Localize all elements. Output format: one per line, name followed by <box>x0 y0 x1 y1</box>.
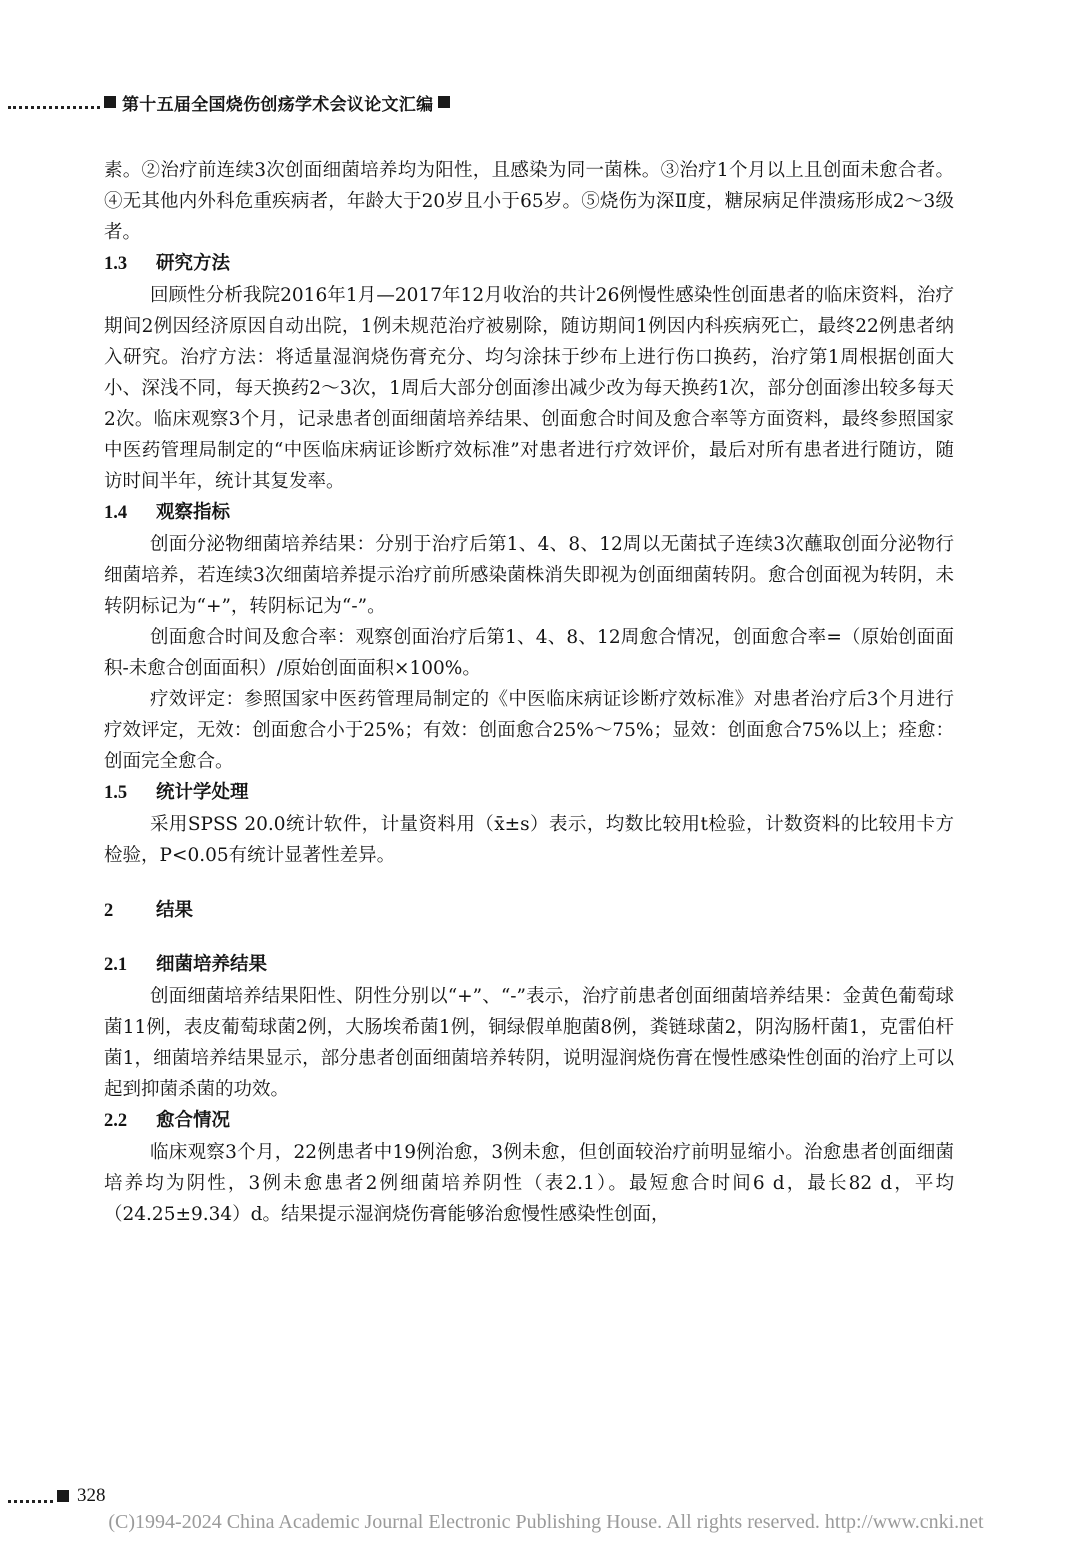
section-heading-2-2 <box>104 1105 954 1137</box>
copyright-notice: (C)1994-2024 China Academic Journal Electronic Publishing House. All rights reserved. http://www.cnki.net <box>108 1511 984 1533</box>
section-title: 细菌培养结果 <box>156 954 268 975</box>
leader-dots <box>8 1497 53 1503</box>
paragraph-bacteria-results: 创面细菌培养结果阳性、阴性分别以“+”、“-”表示，治疗前患者创面细菌培养结果：金黄色葡萄球菌11例，表皮葡萄球菌2例，大肠埃希菌1例，铜绿假单胞菌8例，粪链球菌2，阴沟肠杆菌1，克雷伯杆菌1，细菌培养结果显示，部分患者创面细菌培养转阴，说明湿润烧伤膏在慢性感染性创面的治疗上可以起到抑菌杀菌的功效。 <box>104 986 954 1100</box>
section-number: 1.4 <box>104 503 128 523</box>
paragraph-observation-efficacy: 疗效评定：参照国家中医药管理局制定的《中医临床病证诊断疗效标准》对患者治疗后3个月进行疗效评定，无效：创面愈合小于25%；有效：创面愈合25%～75%；显效：创面愈合75%以上；痊愈：创面完全愈合。 <box>104 689 954 772</box>
body-text <box>104 155 954 1230</box>
section-title: 愈合情况 <box>156 1110 231 1131</box>
section-number: 2 <box>104 901 114 921</box>
page-folio <box>8 1484 106 1508</box>
section-heading-1-5 <box>104 777 954 809</box>
section-number: 1.5 <box>104 783 128 803</box>
paragraph-observation-bacteria: 创面分泌物细菌培养结果：分别于治疗后第1、4、8、12周以无菌拭子连续3次蘸取创面分泌物行细菌培养，若连续3次细菌培养提示治疗前所感染菌株消失即视为创面细菌转阴。愈合创面视为转阴，未转阴标记为“+”，转阴标记为“-”。 <box>104 534 954 617</box>
section-title: 观察指标 <box>156 502 231 523</box>
section-heading-2 <box>104 895 954 927</box>
section-number: 2.2 <box>104 1111 128 1131</box>
page-number: 328 <box>77 1485 106 1506</box>
square-bullet-icon <box>57 1490 69 1502</box>
paragraph-healing-results: 临床观察3个月，22例患者中19例治愈，3例未愈，但创面较治疗前明显缩小。治愈患者创面细菌培养均为阴性，3例未愈患者2例细菌培养阴性（表2.1）。最短愈合时间6 d，最长82 d，平均（24.25±9.34）d。结果提示湿润烧伤膏能够治愈慢性感染性创面， <box>104 1142 954 1225</box>
section-title: 研究方法 <box>156 253 231 274</box>
leader-dots <box>8 103 100 109</box>
paragraph-inclusion-criteria: 素。②治疗前连续3次创面细菌培养均为阳性，且感染为同一菌株。③治疗1个月以上且创面未愈合者。④无其他内外科危重疾病者，年龄大于20岁且小于65岁。⑤烧伤为深Ⅱ度，糖尿病足伴溃疡形成2～3级者。 <box>104 160 954 243</box>
square-bullet-icon <box>438 96 450 108</box>
paragraph-methods: 回顾性分析我院2016年1月—2017年12月收治的共计26例慢性感染性创面患者的临床资料，治疗期间2例因经济原因自动出院，1例未规范治疗被剔除，随访期间1例因内科疾病死亡，最终22例患者纳入研究。治疗方法：将适量湿润烧伤膏充分、均匀涂抹于纱布上进行伤口换药，治疗第1周根据创面大小、深浅不同，每天换药2～3次，1周后大部分创面渗出减少改为每天换药1次，部分创面渗出较多每天2次。临床观察3个月，记录患者创面细菌培养结果、创面愈合时间及愈合率等方面资料，最终参照国家中医药管理局制定的“中医临床病证诊断疗效标准”对患者进行疗效评价，最后对所有患者进行随访，随访时间半年，统计其复发率。 <box>104 285 954 492</box>
section-number: 1.3 <box>104 254 128 274</box>
paragraph-statistics: 采用SPSS 20.0统计软件，计量资料用（x̄±s）表示，均数比较用t检验，计数资料的比较用卡方检验，P<0.05有统计显著性差异。 <box>104 814 954 866</box>
section-heading-1-4 <box>104 497 954 529</box>
section-title: 结果 <box>156 900 194 921</box>
running-head-title: 第十五届全国烧伤创疡学术会议论文汇编 <box>122 94 434 115</box>
paragraph-observation-healing: 创面愈合时间及愈合率：观察创面治疗后第1、4、8、12周愈合情况，创面愈合率=（原始创面面积-未愈合创面面积）/原始创面面积×100%。 <box>104 627 954 679</box>
square-bullet-icon <box>104 96 116 108</box>
section-heading-2-1 <box>104 949 954 981</box>
running-head <box>8 90 450 114</box>
section-title: 统计学处理 <box>156 782 249 803</box>
section-number: 2.1 <box>104 955 128 975</box>
section-heading-1-3 <box>104 248 954 280</box>
